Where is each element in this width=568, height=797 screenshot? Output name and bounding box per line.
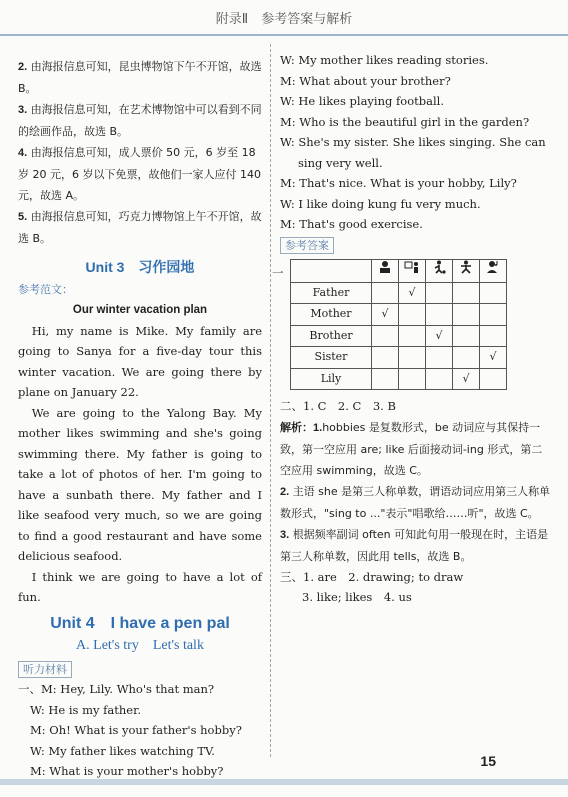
answer-item: 3. 由海报信息可知，在艺术博物馆中可以看到不同的绘画作品，故选 B。 — [18, 103, 262, 138]
kung-fu-icon — [453, 260, 480, 283]
table-row: Sister √ — [291, 347, 507, 369]
unit3-heading: Unit 3 习作园地 — [85, 259, 195, 275]
dialog-line: 一、M: Hey, Lily. Who's that man? — [18, 682, 215, 696]
dialog-line: M: Oh! What is your father's hobby? — [30, 723, 242, 737]
answer-table-block — [272, 259, 552, 390]
answer-item: 2. 由海报信息可知，昆虫博物馆下午不开馆，故选 B。 — [18, 60, 262, 95]
dialog-line: W: I like doing kung fu very much. — [280, 196, 481, 211]
header-title: 附录Ⅱ 参考答案与解析 — [215, 12, 353, 27]
page-number: 15 — [480, 753, 496, 769]
table-prefix: 一 — [272, 266, 284, 280]
bottom-bar — [0, 779, 568, 785]
watching-tv-icon — [399, 260, 426, 283]
dialog-line: W: She's my sister. She likes singing. She can sing very well. — [280, 135, 546, 170]
table-row: Mother √ — [291, 304, 507, 326]
dialog-line: W: He is my father. — [30, 702, 141, 717]
analysis-item: 3. 根据频率副词 often 可知此句用一般现在时，主语是第三人称单数，因此用 tells，故选 B。 — [280, 527, 549, 563]
hobby-table — [290, 259, 507, 390]
reading-icon — [372, 260, 399, 283]
table-corner — [291, 260, 372, 283]
table-row: Father √ — [291, 282, 507, 304]
table-row: Lily √ — [291, 368, 507, 390]
dialog-line: W: My mother likes reading stories. — [280, 53, 489, 67]
analysis-item: 2. 主语 she 是第三人称单数，谓语动词应用第三人称单数形式，"sing to ..."表示"唱歌给……听"，故选 C。 — [280, 484, 551, 520]
essay-paragraph: I think we are going to have a lot of fun. — [18, 569, 262, 604]
football-icon — [426, 260, 453, 283]
unit4-heading: Unit 4 I have a pen pal — [50, 614, 230, 632]
table-header-row — [291, 260, 507, 283]
dialog-line: M: What is your mother's hobby? — [30, 764, 224, 778]
listening-label: 听力材料 — [18, 661, 72, 678]
dialog-line: W: He likes playing football. — [280, 94, 444, 108]
essay-title: Our winter vacation plan — [72, 304, 208, 316]
dialog-line: M: Who is the beautiful girl in the garden? — [280, 114, 530, 129]
header-rule — [0, 34, 568, 36]
q2-answers: 二、1. C 2. C 3. B — [280, 399, 396, 413]
dialog-line: W: My father likes watching TV. — [30, 743, 215, 758]
analysis-item: 解析：1.hobbies 是复数形式，be 动词应与其保持一致，第一空应用 are; like 后面接动词-ing 形式，第二空应用 swimming，故选 C。 — [280, 420, 543, 477]
answer-item: 4. 由海报信息可知，成人票价 50 元，6 岁至 18 岁 20 元，6 岁以下免票，故他们一家人应付 140 元，故选 A。 — [18, 146, 261, 202]
lesson-subheading: A. Let's try Let's talk — [76, 638, 204, 653]
essay-paragraph: We are going to the Yalong Bay. My mother likes swimming and she's going swimming there. My father is going to take a lot of photos of her. I'm going to have a sunbath there. My father and I like seafood very much, so we are going to find a good restaurant and have some delicious seafood. — [18, 405, 262, 563]
q3-answers: 三、1. are 2. drawing; to draw — [280, 569, 464, 584]
right-column — [272, 50, 552, 608]
singing-icon — [480, 260, 507, 283]
answer-label: 参考答案 — [280, 237, 334, 254]
answer-item: 5. 由海报信息可知，巧克力博物馆上午不开馆，故选 B。 — [18, 210, 262, 245]
column-divider — [270, 44, 271, 757]
essay-paragraph: Hi, my name is Mike. My family are going to Sanya for a five-day tour this winter vacation. We are going there by plane on January 22. — [18, 323, 262, 399]
dialog-line: M: That's good exercise. — [280, 217, 423, 231]
reference-label: 参考范文： — [18, 282, 73, 296]
dialog-line: M: That's nice. What is your hobby, Lily? — [280, 176, 517, 190]
left-column — [18, 56, 262, 782]
page-header — [0, 0, 568, 36]
q3-answers-continued: 3. like; likes 4. us — [302, 590, 412, 604]
dialog-line: M: What about your brother? — [280, 73, 451, 88]
table-row: Brother √ — [291, 325, 507, 347]
